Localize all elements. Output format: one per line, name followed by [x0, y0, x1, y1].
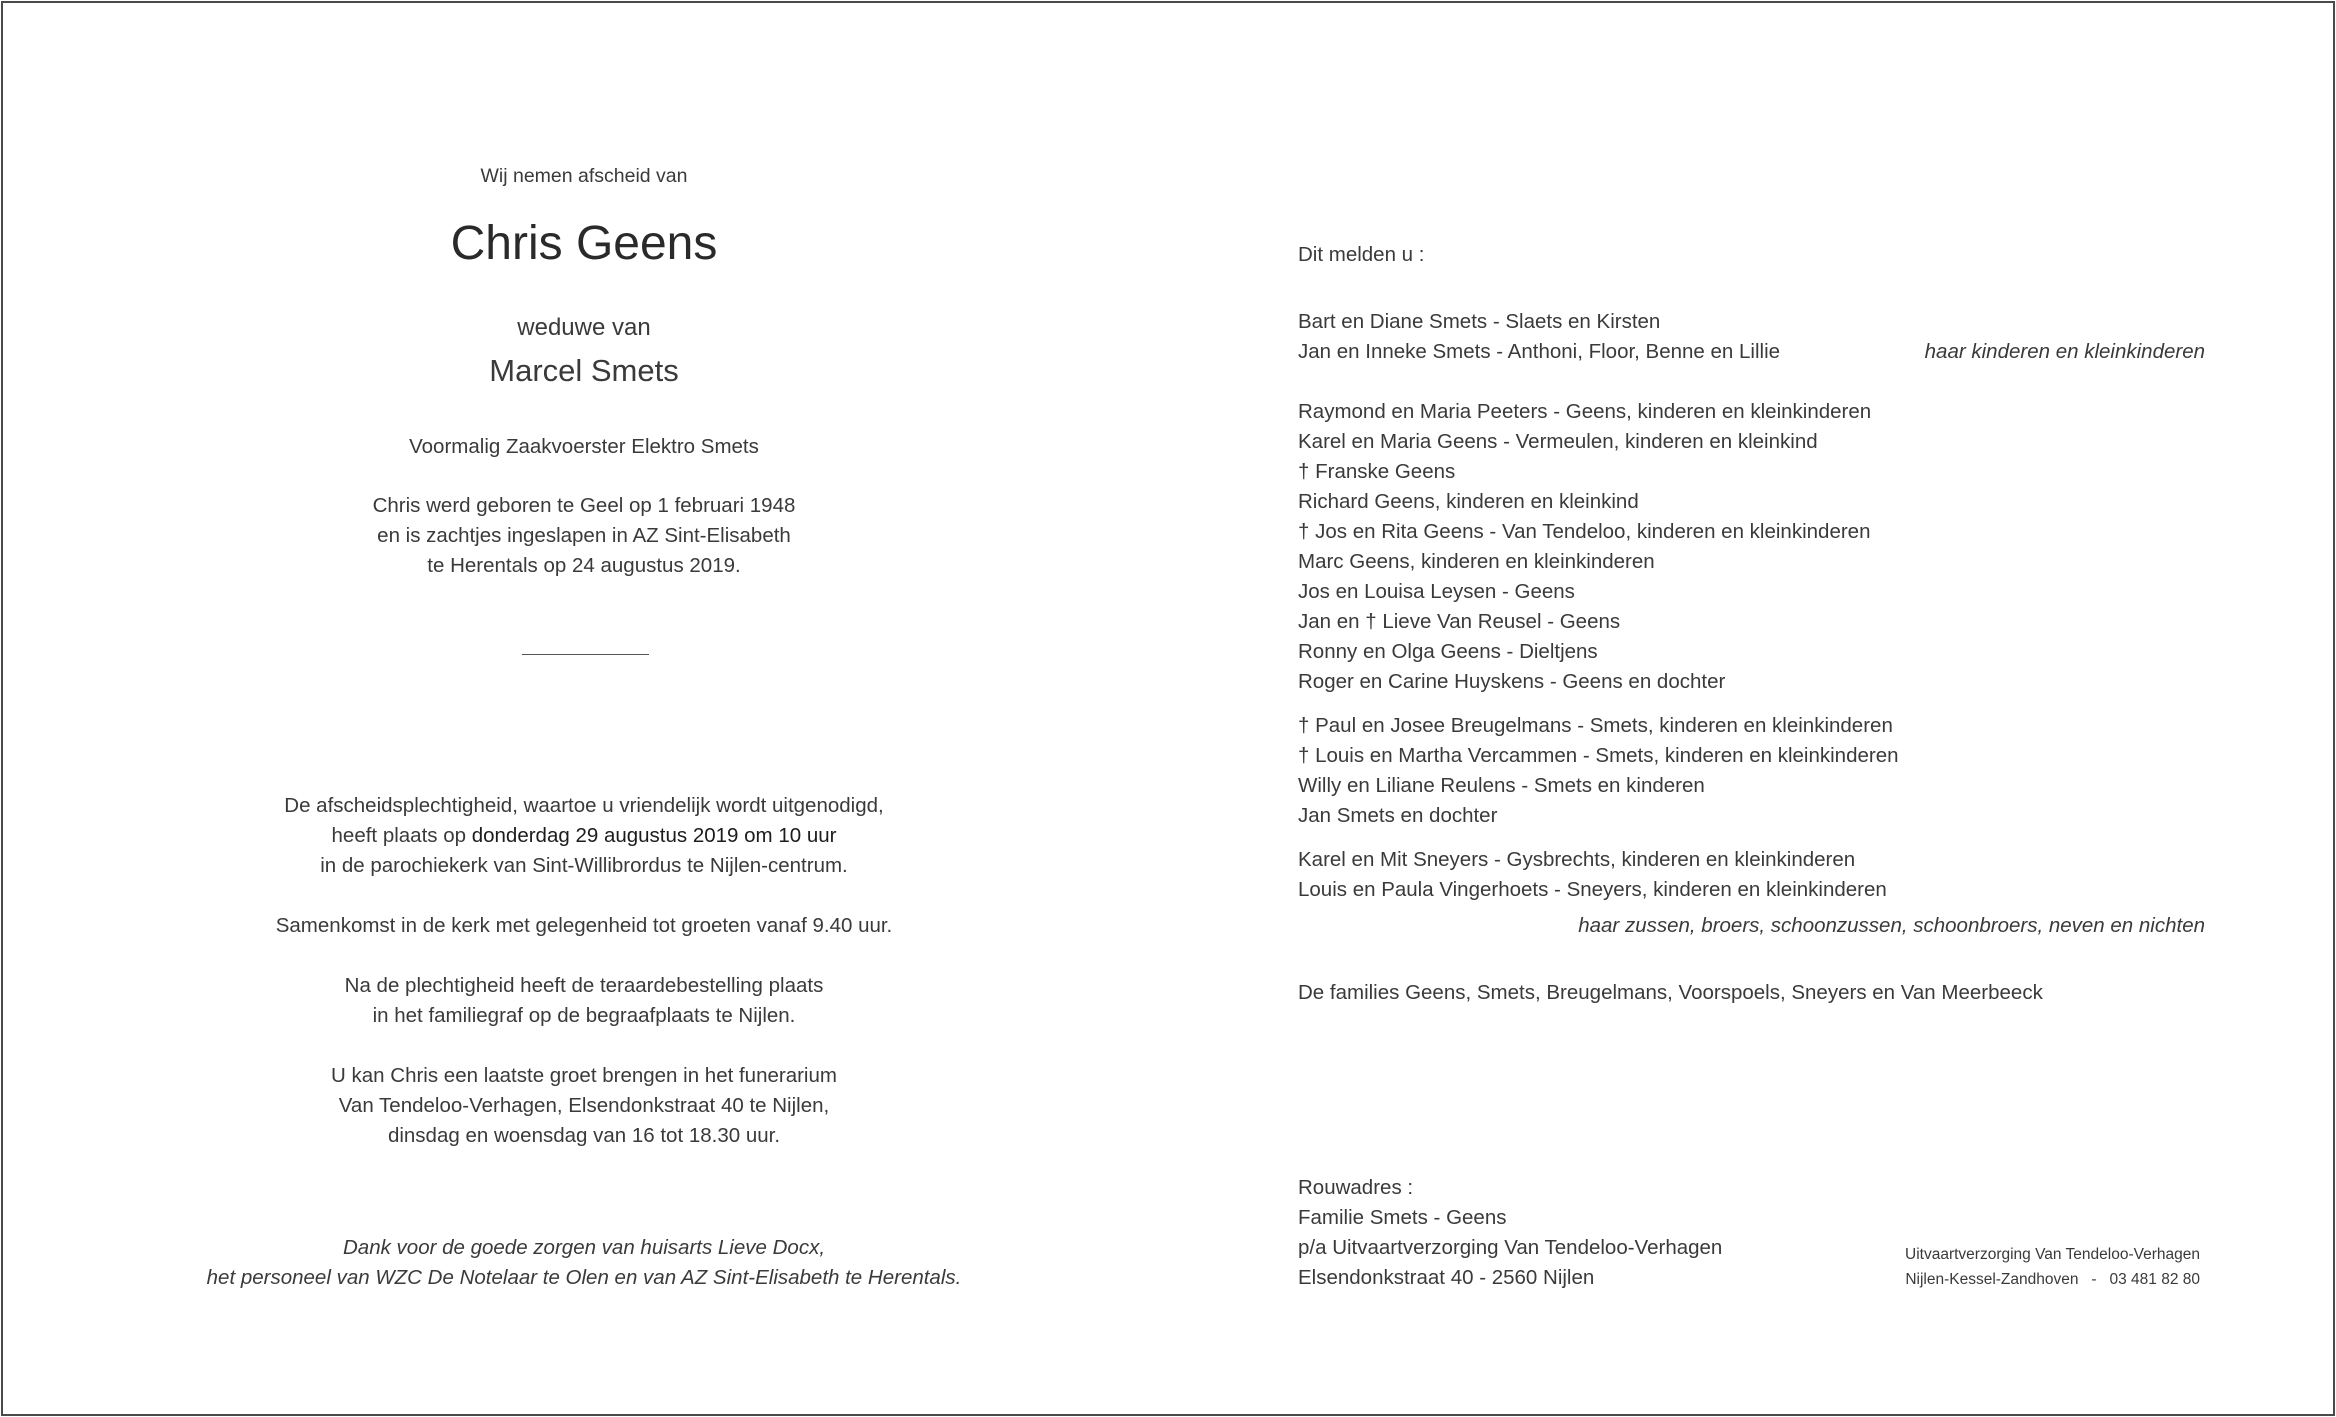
announce-text: Dit melden u : — [1298, 243, 1425, 266]
thanks-line: Dank voor de goede zorgen van huisarts Lieve Docx, — [342, 1236, 826, 1259]
sibling-line: † Paul en Josee Breugelmans - Smets, kinderen en kleinkinderen — [1298, 714, 1893, 737]
sibling-line: Richard Geens, kinderen en kleinkind — [1298, 490, 1639, 513]
sibling-line: Jan Smets en dochter — [1298, 804, 1498, 827]
ceremony-date-line — [0, 821, 1168, 851]
ceremony-line: in de parochiekerk van Sint-Willibrordus te Nijlen-centrum. — [320, 854, 848, 877]
children-caption: haar kinderen en kleinkinderen — [1924, 340, 2205, 363]
spouse-name: Marcel Smets — [489, 353, 679, 388]
sibling-line: Louis en Paula Vingerhoets - Sneyers, kinderen en kleinkinderen — [1298, 878, 1887, 901]
sibling-line: Roger en Carine Huyskens - Geens en dochter — [1298, 670, 1726, 693]
birth-line: en is zachtjes ingeslapen in AZ Sint-Elisabeth — [377, 524, 791, 547]
ceremony-line: De afscheidsplechtigheid, waartoe u vriendelijk wordt uitgenodigd, — [284, 794, 884, 817]
sibling-line: † Louis en Martha Vercammen - Smets, kinderen en kleinkinderen — [1298, 744, 1899, 767]
sibling-line: Karel en Maria Geens - Vermeulen, kinderen en kleinkind — [1298, 430, 1818, 453]
deceased-name: Chris Geens — [450, 217, 718, 270]
intro-text: Wij nemen afscheid van — [480, 165, 688, 187]
ceremony-date: donderdag 29 augustus 2019 om 10 uur — [471, 824, 837, 847]
sibling-line: † Jos en Rita Geens - Van Tendeloo, kinderen en kleinkinderen — [1298, 520, 1871, 543]
child-line: Bart en Diane Smets - Slaets en Kirsten — [1298, 310, 1661, 333]
address-line: Familie Smets - Geens — [1298, 1206, 1507, 1229]
gathering-text: Samenkomst in de kerk met gelegenheid tot groeten vanaf 9.40 uur. — [275, 914, 893, 937]
address-line: p/a Uitvaartverzorging Van Tendeloo-Verhagen — [1298, 1236, 1723, 1259]
sibling-line: Jan en † Lieve Van Reusel - Geens — [1298, 610, 1621, 633]
sibling-line: † Franske Geens — [1298, 460, 1456, 483]
sibling-line: Willy en Liliane Reulens - Smets en kinderen — [1298, 774, 1705, 797]
sibling-line: Raymond en Maria Peeters - Geens, kinderen en kleinkinderen — [1298, 400, 1872, 423]
burial-line: Na de plechtigheid heeft de teraardebestelling plaats — [344, 974, 824, 997]
sibling-line: Marc Geens, kinderen en kleinkinderen — [1298, 550, 1655, 573]
address-line: Rouwadres : — [1298, 1176, 1414, 1199]
widow-of-text: weduwe van — [517, 314, 651, 341]
birth-line: te Herentals op 24 augustus 2019. — [427, 554, 741, 577]
visit-line: dinsdag en woensdag van 16 tot 18.30 uur. — [387, 1124, 781, 1147]
visit-line: Van Tendeloo-Verhagen, Elsendonkstraat 40 te Nijlen, — [338, 1094, 830, 1117]
address-line: Elsendonkstraat 40 - 2560 Nijlen — [1298, 1266, 1595, 1289]
ceremony-date-prefix: heeft plaats op — [331, 824, 472, 847]
visit-line: U kan Chris een laatste groet brengen in het funerarium — [331, 1064, 837, 1087]
burial-line: in het familiegraf op de begraafplaats te Nijlen. — [372, 1004, 796, 1027]
thanks-line: het personeel van WZC De Notelaar te Olen en van AZ Sint-Elisabeth te Herentals. — [206, 1266, 962, 1289]
divider-line — [522, 654, 649, 655]
sibling-line: Karel en Mit Sneyers - Gysbrechts, kinderen en kleinkinderen — [1298, 848, 1856, 871]
birth-line: Chris werd geboren te Geel op 1 februari 1948 — [372, 494, 796, 517]
undertaker-line: Uitvaartverzorging Van Tendeloo-Verhagen — [1905, 1246, 2200, 1263]
child-line: Jan en Inneke Smets - Anthoni, Floor, Benne en Lillie — [1298, 340, 1781, 363]
undertaker-line: Nijlen-Kessel-Zandhoven - 03 481 82 80 — [1905, 1271, 2200, 1288]
siblings-caption: haar zussen, broers, schoonzussen, schoonbroers, neven en nichten — [1578, 914, 2205, 937]
occupation-text: Voormalig Zaakvoerster Elektro Smets — [409, 435, 759, 458]
sibling-line: Ronny en Olga Geens - Dieltjens — [1298, 640, 1598, 663]
sibling-line: Jos en Louisa Leysen - Geens — [1298, 580, 1575, 603]
families-text: De families Geens, Smets, Breugelmans, Voorspoels, Sneyers en Van Meerbeeck — [1298, 981, 2043, 1004]
